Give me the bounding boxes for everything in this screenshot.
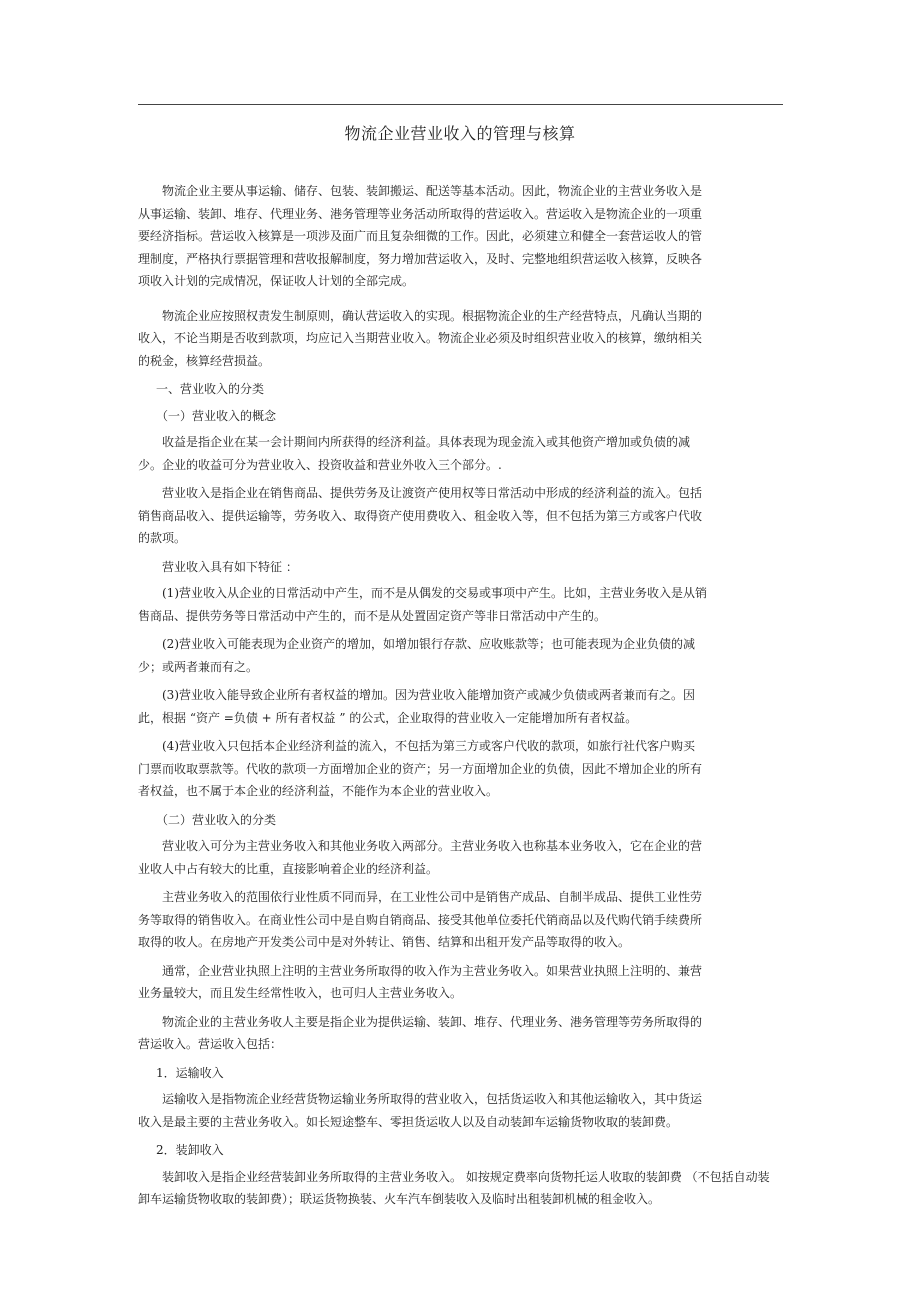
paragraph: 收益是指企业在某一会计期间内所获得的经济利益。具体表现为现金流入或其他资产增加或负债的减少。企业的收益可分为营业收入、投资收益和营业外收入三个部分。. bbox=[138, 435, 691, 472]
header-rule bbox=[138, 104, 783, 105]
paragraph: 运输收入是指物流企业经营货物运输业务所取得的营业收入，包括货运收入和其他运输收入，其中货运收入是最主要的主营业务收入。如长短途整车、零担货运收人以及自动装卸车运输货物收取的装卸费。 bbox=[138, 1092, 703, 1129]
paragraph: 营业收入具有如下特征 ： bbox=[162, 559, 298, 574]
paragraph: 物流企业应按照权责发生制原则，确认营运收入的实现。根据物流企业的生产经营特点，凡确认当期的收入，不论当期是否收到款项，均应记入当期营业收入。物流企业必须及时组织营业收入的核算，缴纳相关的税金，核算经营损益。 bbox=[138, 308, 703, 368]
paragraph: 门票而收取票款等。代收的款项一方面增加企业的资产；另一方面增加企业的负债，因此不增加企业的所有者权益，也不属于本企业的经济利益，不能作为本企业的营业收入。 bbox=[138, 761, 703, 798]
feature-item: (1)营业收入从企业的日常活动中产生，而不是从偶发的交易或事项中产生。比如，主营业务收入是从销售商品、提供劳务等日常活动中产生的，而不是从处置固定资产等非日常活动中产生的。 bbox=[138, 586, 708, 623]
item-heading: 1．运输收入 bbox=[156, 1065, 224, 1080]
document-body bbox=[138, 180, 770, 1217]
paragraph: 主营业务收入的范围依行业性质不同而异，在工业性公司中是销售产成品、自制半成品、提供工业性劳务等取得的销售收入。在商业性公司中是自购自销商品、接受其他单位委托代销商品以及代购代销手续费所取得的收人。在房地产开发类公司中是对外转让、销售、结算和出租开发产品等取得的收入。 bbox=[138, 890, 703, 949]
item-heading: 2．装卸收入 bbox=[156, 1143, 224, 1157]
paragraph: 通常，企业营业执照上注明的主营业务所取得的收入作为主营业务收入。如果营业执照上注明的、兼营业务量较大，而且发生经常性收入，也可归人主营业务收入。 bbox=[138, 963, 703, 1000]
subsection-heading: （二）营业收入的分类 bbox=[156, 812, 277, 827]
section-heading: 一、营业收入的分类 bbox=[156, 382, 265, 396]
paragraph: 营业收入是指企业在销售商品、提供劳务及让渡资产使用权等日常活动中形成的经济利益的流入。包括销售商品收入、提供运输等，劳务收入、取得资产使用费收入、租金收入等，但不包括为第三方或客户代收的款项。 bbox=[138, 486, 703, 545]
intro-paragraph: 物流企业主要从事运输、储存、包装、装卸搬运、配送等基本活动。因此，物流企业的主营业务收入是从事运输、装卸、堆存、代理业务、港务管理等业务活动所取得的营运收入。营运收入是物流企业的一项重要经济指标。营运收入核算是一项涉及面广而且复杂细微的工作。因此，必须建立和健全一套营运收人的管理制度，严格执行票据管理和营收报解制度，努力增加营运收入，及时、完整地组织营运收入核算，反映各项收入计划的完成情况，保证收人计划的全部完成。 bbox=[138, 184, 703, 288]
feature-item: (4)营业收入只包括本企业经济利益的流入，不包括为第三方或客户代收的款项，如旅行社代客户购买 bbox=[162, 739, 696, 753]
paragraph: 物流企业的主营业务收人主要是指企业为提供运输、装卸、堆存、代理业务、港务管理等劳务所取得的营运收入。营运收入包括： bbox=[138, 1014, 703, 1051]
page-title: 物流企业营业收入的管理与核算 bbox=[344, 124, 576, 143]
feature-item: (3)营业收入能导致企业所有者权益的增加。因为营业收入能增加资产或减少负债或两者兼而有之。因此，根据 “资产 =负债 + 所有者权益 ” 的公式，企业取得的营业收入一定能增加所有者权益。 bbox=[138, 688, 696, 725]
paragraph: 装卸收入是指企业经营装卸业务所取得的主营业务收入。 如按规定费率向货物托运人收取的装卸费 （不包括自动装卸车运输货物收取的装卸费）；联运货物换装、火车汽车倒装收入及临时出租装卸机械的租金收入。 bbox=[138, 1169, 770, 1206]
subsection-heading: （一）营业收入的概念 bbox=[156, 408, 277, 423]
feature-item: (2)营业收入可能表现为企业资产的增加，如增加银行存款、应收账款等；也可能表现为企业负债的减少；或两者兼而有之。 bbox=[138, 637, 696, 674]
paragraph: 营业收入可分为主营业务收入和其他业务收入两部分。主营业务收入也称基本业务收入，它在企业的营业收人中占有较大的比重，直接影响着企业的经济利益。 bbox=[138, 839, 703, 876]
